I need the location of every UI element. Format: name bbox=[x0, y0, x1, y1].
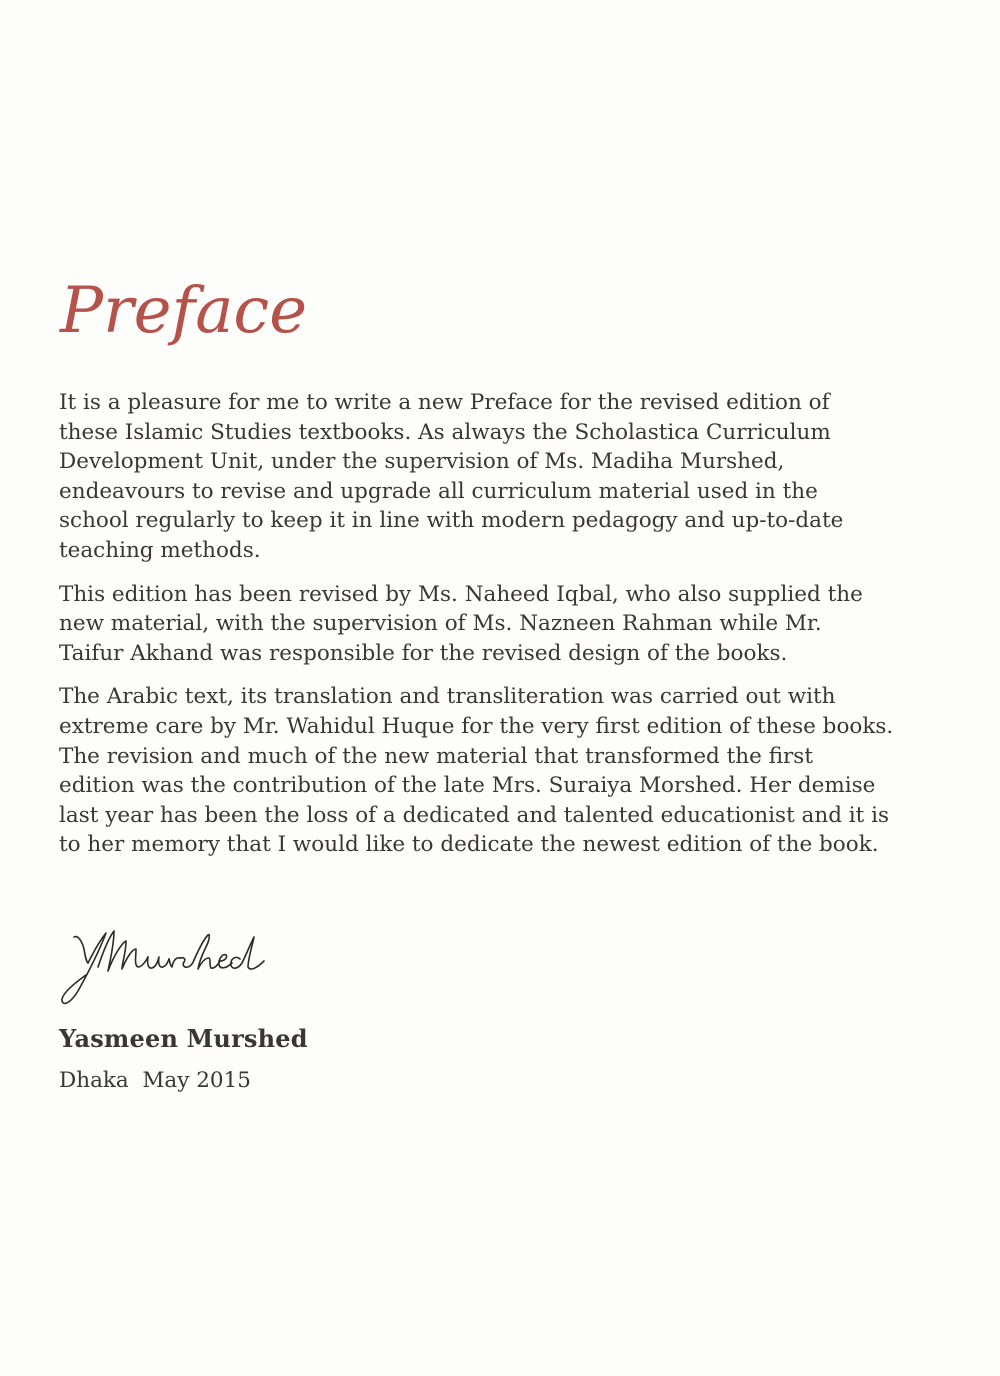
paragraph-line: school regularly to keep it in line with modern pedagogy and up-to-date bbox=[59, 508, 844, 534]
paragraph-3 bbox=[59, 682, 959, 860]
preface-heading bbox=[58, 270, 338, 370]
paragraph-line: Taifur Akhand was responsible for the revised design of the books. bbox=[59, 640, 788, 666]
paragraph-line: new material, with the supervision of Ms. Nazneen Rahman while Mr. bbox=[59, 611, 822, 637]
paragraph-line: The Arabic text, its translation and transliteration was carried out with bbox=[59, 684, 836, 710]
paragraph-2 bbox=[59, 580, 959, 669]
author-name: Yasmeen Murshed bbox=[59, 1024, 308, 1053]
paragraph-line: This edition has been revised by Ms. Naheed Iqbal, who also supplied the bbox=[59, 581, 863, 607]
preface-body bbox=[59, 388, 959, 874]
paragraph-line: edition was the contribution of the late Mrs. Suraiya Morshed. Her demise bbox=[59, 773, 876, 799]
paragraph-line: last year has been the loss of a dedicated and talented educationist and it is bbox=[59, 802, 890, 828]
show-through-mark bbox=[470, 1010, 950, 1050]
paragraph-line: Development Unit, under the supervision of Ms. Madiha Murshed, bbox=[59, 449, 785, 475]
paragraph-line: endeavours to revise and upgrade all curriculum material used in the bbox=[59, 478, 818, 504]
paragraph-line: The revision and much of the new material that transformed the first bbox=[59, 743, 813, 769]
preface-heading-text: Preface bbox=[60, 274, 308, 348]
paragraph-1 bbox=[59, 388, 959, 566]
paragraph-line: to her memory that I would like to dedicate the newest edition of the book. bbox=[59, 832, 879, 858]
paragraph-line: these Islamic Studies textbooks. As always the Scholastica Curriculum bbox=[59, 419, 831, 445]
handwritten-signature bbox=[52, 915, 282, 1015]
paragraph-line: It is a pleasure for me to write a new Preface for the revised edition of bbox=[59, 390, 830, 415]
author-place-date: Dhaka May 2015 bbox=[59, 1068, 251, 1093]
paragraph-line: teaching methods. bbox=[59, 537, 261, 563]
paragraph-line: extreme care by Mr. Wahidul Huque for the very first edition of these books. bbox=[59, 713, 894, 739]
